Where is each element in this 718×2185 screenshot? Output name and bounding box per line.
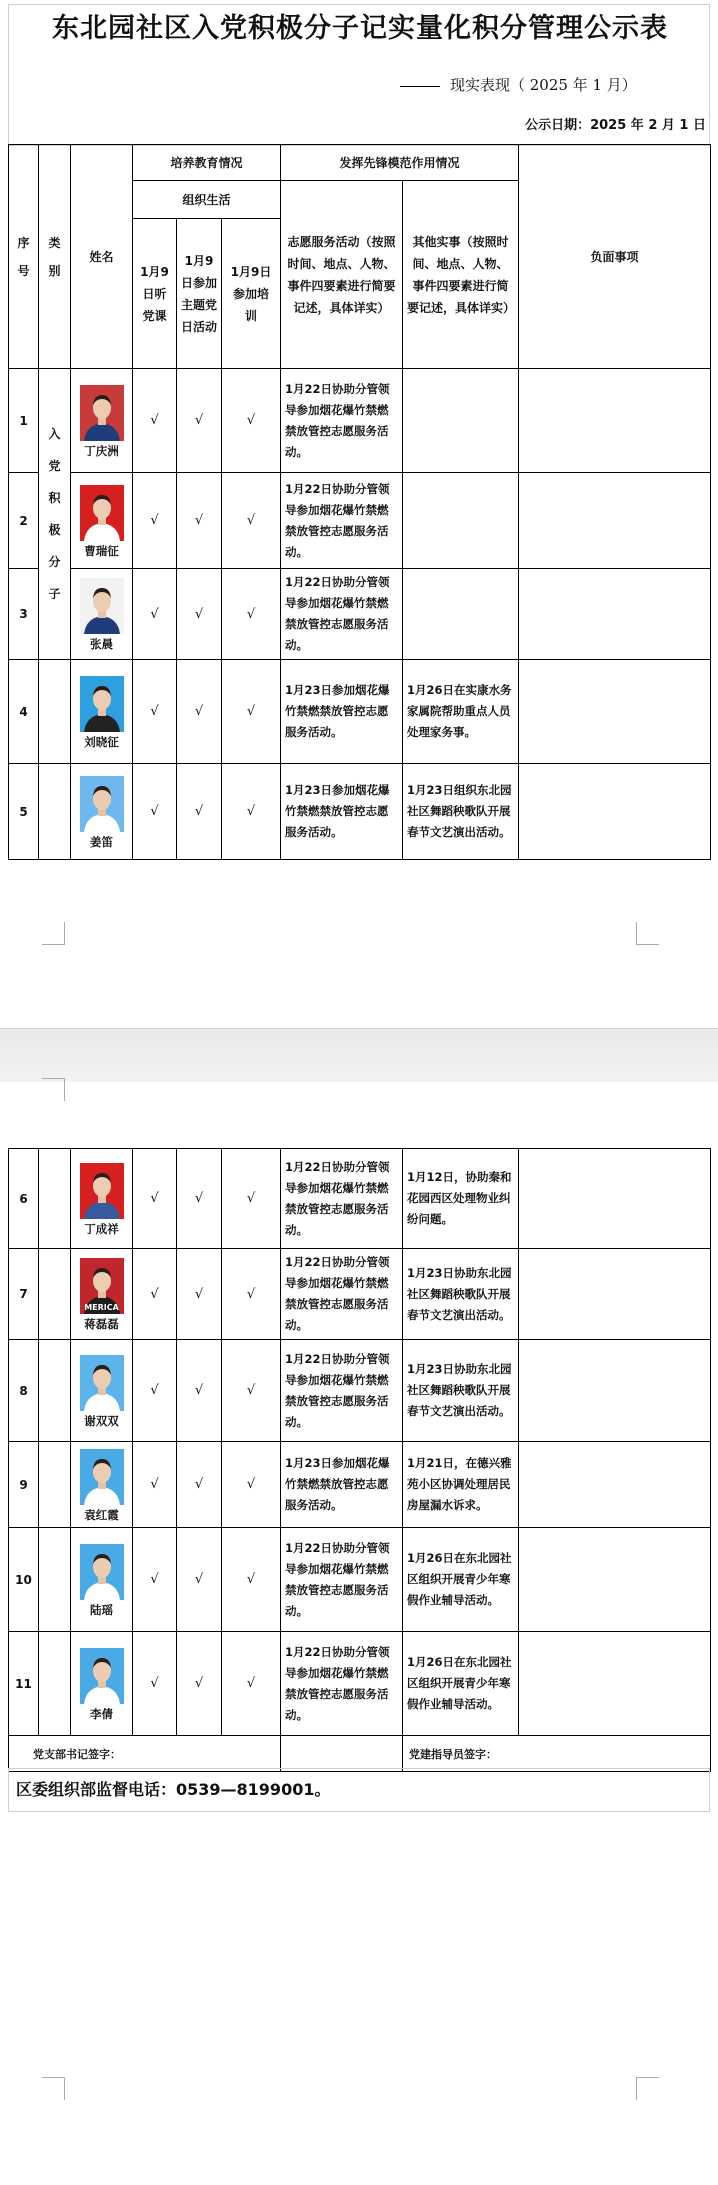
row-seq: 11 [9,1632,39,1736]
header-training: 培养教育情况 [133,145,281,181]
member-photo [80,1449,124,1505]
table-row [9,473,711,569]
row-name-cell [71,1340,133,1442]
check-mark: √ [133,1249,177,1340]
check-mark: √ [222,660,281,764]
check-mark: √ [133,1442,177,1528]
member-name: 丁成祥 [84,1221,119,1236]
dash-decoration [400,86,440,87]
volunteer-activity: 1月22日协助分管领导参加烟花爆竹禁燃禁放管控志愿服务活动。 [281,473,403,569]
other-deeds [403,569,519,660]
negative-items [519,1340,711,1442]
check-mark: √ [177,1340,222,1442]
check-mark: √ [222,369,281,473]
check-mark: √ [133,473,177,569]
check-mark: √ [133,1632,177,1736]
check-mark: √ [177,473,222,569]
check-mark: √ [222,473,281,569]
negative-items [519,369,711,473]
document-page-1 [0,0,718,1028]
member-name: 蒋磊磊 [84,1317,119,1331]
row-seq: 2 [9,473,39,569]
volunteer-activity: 1月23日参加烟花爆竹禁燃禁放管控志愿服务活动。 [281,660,403,764]
table-row [9,1632,711,1736]
check-mark: √ [133,660,177,764]
row-name-cell [71,1149,133,1249]
sign-gap [281,1736,403,1772]
negative-items [519,660,711,764]
header-pioneer: 发挥先锋模范作用情况 [281,145,519,181]
row-seq: 1 [9,369,39,473]
member-photo [80,1648,124,1704]
check-mark: √ [222,1528,281,1632]
row-seq: 4 [9,660,39,764]
supervision-phone: 区委组织部监督电话：0539—8199001。 [16,1780,331,1799]
member-photo [80,1258,124,1314]
negative-items [519,1632,711,1736]
member-name: 李倩 [90,1706,113,1721]
negative-items [519,1442,711,1528]
volunteer-activity: 1月22日协助分管领导参加烟花爆竹禁燃禁放管控志愿服务活动。 [281,1249,403,1340]
other-deeds: 1月23日组织东北园社区舞蹈秧歌队开展春节文艺演出活动。 [403,764,519,860]
table-row [9,569,711,660]
row-name-cell [71,569,133,660]
page-separator [0,1028,718,1084]
header-col-b: 1月9日参加主题党日活动 [177,219,222,369]
row-seq: 8 [9,1340,39,1442]
check-mark: √ [133,1340,177,1442]
other-deeds [403,369,519,473]
page-corner-mark [42,1078,65,1101]
check-mark: √ [133,569,177,660]
check-mark: √ [177,660,222,764]
volunteer-activity: 1月22日协助分管领导参加烟花爆竹禁燃禁放管控志愿服务活动。 [281,369,403,473]
other-deeds: 1月23日协助东北园社区舞蹈秧歌队开展春节文艺演出活动。 [403,1249,519,1340]
check-mark: √ [177,1249,222,1340]
report-period-text: 现实表现（ 2025 年 1 月） [450,76,637,94]
other-deeds: 1月26日在实康水务家属院帮助重点人员处理家务事。 [403,660,519,764]
header-negative: 负面事项 [519,145,711,369]
header-org-life: 组织生活 [133,181,281,219]
report-period [400,74,637,95]
check-mark: √ [177,1632,222,1736]
check-mark: √ [222,1340,281,1442]
check-mark: √ [133,1149,177,1249]
volunteer-activity: 1月22日协助分管领导参加烟花爆竹禁燃禁放管控志愿服务活动。 [281,1149,403,1249]
row-category-empty [39,1249,71,1340]
row-category-empty [39,1528,71,1632]
other-deeds: 1月26日在东北园社区组织开展青少年寒假作业辅导活动。 [403,1632,519,1736]
header-seq-text: 序号 [17,235,30,278]
row-seq: 3 [9,569,39,660]
row-name-cell [71,473,133,569]
row-category-empty [39,1340,71,1442]
page-corner-mark [42,2077,65,2100]
member-name: 袁红霞 [84,1507,119,1522]
row-category-empty [39,1442,71,1528]
check-mark: √ [222,1149,281,1249]
member-photo [80,1544,124,1600]
check-mark: √ [133,369,177,473]
other-deeds: 1月12日，协助秦和花园西区处理物业纠纷问题。 [403,1149,519,1249]
table-row [9,1442,711,1528]
volunteer-activity: 1月22日协助分管领导参加烟花爆竹禁燃禁放管控志愿服务活动。 [281,1340,403,1442]
member-name: 姜笛 [90,834,113,849]
volunteer-activity: 1月22日协助分管领导参加烟花爆竹禁燃禁放管控志愿服务活动。 [281,1528,403,1632]
negative-items [519,1149,711,1249]
check-mark: √ [222,1442,281,1528]
negative-items [519,569,711,660]
row-seq: 6 [9,1149,39,1249]
header-name: 姓名 [71,145,133,369]
check-mark: √ [133,764,177,860]
sign-secretary: 党支部书记签字： [9,1736,281,1772]
row-category-empty [39,1149,71,1249]
check-mark: √ [222,569,281,660]
row-name-cell [71,1249,133,1340]
other-deeds: 1月26日在东北园社区组织开展青少年寒假作业辅导活动。 [403,1528,519,1632]
negative-items [519,764,711,860]
table-row [9,764,711,860]
other-deeds [403,473,519,569]
row-category-empty [39,660,71,764]
member-photo [80,578,124,634]
document-page-2 [0,1082,718,2185]
check-mark: √ [222,1249,281,1340]
check-mark: √ [177,569,222,660]
table-row [9,1149,711,1249]
check-mark: √ [177,1442,222,1528]
volunteer-activity: 1月23日参加烟花爆竹禁燃禁放管控志愿服务活动。 [281,764,403,860]
records-table-page-2 [8,1148,711,1772]
table-row [9,1249,711,1340]
publish-date: 公示日期：2025 年 2 月 1 日 [525,118,706,133]
member-photo [80,385,124,441]
check-mark: √ [177,369,222,473]
photo-shirt-text: MERICA [84,1303,119,1312]
member-photo [80,485,124,541]
negative-items [519,1528,711,1632]
volunteer-activity: 1月23日参加烟花爆竹禁燃禁放管控志愿服务活动。 [281,1442,403,1528]
header-volunteer: 志愿服务活动（按照时间、地点、人物、事件四要素进行简要记述，具体详实） [281,181,403,369]
member-name: 张晨 [90,637,113,651]
table-row [9,1528,711,1632]
page-corner-mark [42,922,65,945]
row-name-cell [71,1528,133,1632]
header-category-text: 类别 [48,235,61,278]
header-category [39,145,71,369]
member-photo [80,776,124,832]
volunteer-activity: 1月22日协助分管领导参加烟花爆竹禁燃禁放管控志愿服务活动。 [281,569,403,660]
negative-items [519,473,711,569]
table-row [9,1340,711,1442]
member-name: 谢双双 [84,1413,119,1428]
member-photo [80,676,124,732]
page-corner-mark [636,922,659,945]
header-col-a: 1月9日听党课 [133,219,177,369]
page-corner-mark [636,2077,659,2100]
check-mark: √ [133,1528,177,1632]
check-mark: √ [222,1632,281,1736]
row-name-cell [71,660,133,764]
row-seq: 7 [9,1249,39,1340]
member-name: 曹瑞征 [84,543,119,558]
header-other: 其他实事（按照时间、地点、人物、事件四要素进行简要记述，具体详实） [403,181,519,369]
header-seq [9,145,39,369]
table-row [9,660,711,764]
row-category [39,369,71,660]
check-mark: √ [177,1149,222,1249]
check-mark: √ [177,1528,222,1632]
sign-instructor: 党建指导员签字： [403,1736,711,1772]
volunteer-activity: 1月22日协助分管领导参加烟花爆竹禁燃禁放管控志愿服务活动。 [281,1632,403,1736]
row-name-cell [71,369,133,473]
member-name: 丁庆洲 [84,443,119,458]
row-seq: 5 [9,764,39,860]
other-deeds: 1月23日协助东北园社区舞蹈秧歌队开展春节文艺演出活动。 [403,1340,519,1442]
row-name-cell [71,1632,133,1736]
member-photo [80,1355,124,1411]
member-photo [80,1163,124,1219]
member-name: 刘晓征 [84,734,119,749]
negative-items [519,1249,711,1340]
check-mark: √ [222,764,281,860]
row-category-empty [39,764,71,860]
row-seq: 10 [9,1528,39,1632]
page-title: 东北园社区入党积极分子记实量化积分管理公示表 [52,13,668,44]
table-row [9,369,711,473]
row-category-text: 入党积极分子 [48,427,61,601]
other-deeds: 1月21日，在德兴雅苑小区协调处理居民房屋漏水诉求。 [403,1442,519,1528]
check-mark: √ [177,764,222,860]
row-name-cell [71,1442,133,1528]
header-col-c: 1月9日参加培训 [222,219,281,369]
member-name: 陆瑶 [90,1602,113,1617]
row-category-empty [39,1632,71,1736]
row-name-cell [71,764,133,860]
row-seq: 9 [9,1442,39,1528]
records-table-page-1 [8,144,711,860]
